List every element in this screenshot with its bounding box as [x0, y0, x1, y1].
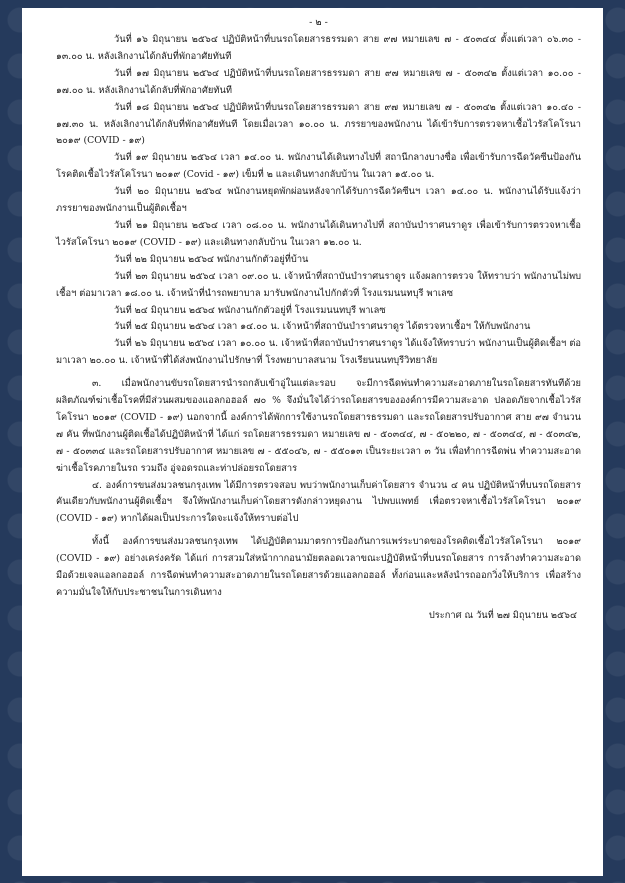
- paragraph-conclusion: ทั้งนี้ องค์การขนส่งมวลชนกรุงเทพ ได้ปฏิบัติตามมาตรการป้องกันการแพร่ระบาดของโรคติดเชื้อไวรัสโคโรนา ๒๐๑๙ (COVID - ๑๙) อย่างเคร่งครัด ได้แก่ การสวมใส่หน้ากากอนามัยตลอดเวลาขณะปฏิบัติหน้าที่บนรถโดยสาร การล้างทำความสะอาดมือด้วยเจลแอลกอฮอล์ การฉีดพ่นทำความสะอาดภายในรถโดยสารด้วยแอลกอฮอล์ ทั้งก่อนและหลังนำรถออกวิ่งให้บริการ เพื่อสร้างความมั่นใจให้กับประชาชนในการเดินทาง: [56, 536, 581, 598]
- paragraph-jun25: วันที่ ๒๕ มิถุนายน ๒๕๖๔ เวลา ๑๔.๐๐ น. เจ้าหน้าที่สถาบันบำราศนราดูร ได้ตรวจหาเชื้อฯ ให้กับพนักงาน: [114, 321, 531, 333]
- paragraph-item-3: ๓. เมื่อพนักงานขับรถโดยสารนำรถกลับเข้าอู่ในแต่ละรอบ จะมีการฉีดพ่นทำความสะอาดภายในรถโดยสารทันทีด้วยผลิตภัณฑ์ฆ่าเชื้อโรคที่มีส่วนผสมของแอลกอฮอล์ ๗๐ % จึงมั่นใจได้ว่ารถโดยสารขององค์การมีความสะอาด ปลอดภัยจากเชื้อไวรัสโคโรนา ๒๐๑๙ (COVID - ๑๙) นอกจากนี้ องค์การได้พักการใช้งานรถโดยสารธรรมดา และรถโดยสารปรับอากาศ สาย ๙๗ จำนวน ๗ คัน ที่พนักงานผู้ติดเชื้อได้ปฏิบัติหน้าที่ ได้แก่ รถโดยสารธรรมดา หมายเลข ๗ - ๕๐๓๔๔, ๗ - ๕๐๒๒๐, ๗ - ๕๐๓๔๔, ๗ - ๕๐๓๔๒, ๗ - ๕๐๓๓๔ และรถโดยสารปรับอากาศ หมายเลข ๗ - ๕๕๐๔๖, ๗ - ๕๕๐๑๓ เป็นระยะเวลา ๓ วัน เพื่อทำการฉีดพ่น ทำความสะอาดฆ่าเชื้อโรคภายในรถ รวมถึง อู่จอดรถและท่าปล่อยรถโดยสาร: [56, 378, 581, 474]
- paragraph-jun23: วันที่ ๒๓ มิถุนายน ๒๕๖๔ เวลา ๐๙.๐๐ น. เจ้าหน้าที่สถาบันบำราศนราดูร แจ้งผลการตรวจ ให้ทราบว่า พนักงานไม่พบเชื้อฯ ต่อมาเวลา ๑๘.๐๐ น. เจ้าหน้าที่นำรถพยาบาล มารับพนักงานไปกักตัวที่ โรงแรมนนทบุรี พาเลซ: [56, 270, 581, 299]
- paragraph-item-4: ๔. องค์การขนส่งมวลชนกรุงเทพ ได้มีการตรวจสอบ พบว่าพนักงานเก็บค่าโดยสาร จำนวน ๔ คน ปฏิบัติหน้าที่บนรถโดยสารคันเดียวกับพนักงานผู้ติดเชื้อฯ จึงให้พนักงานเก็บค่าโดยสารดังกล่าวหยุดงาน ไปพบแพทย์ เพื่อตรวจหาเชื้อไวรัสโคโรนา ๒๐๑๙ (COVID - ๑๙) หากได้ผลเป็นประการใดจะแจ้งให้ทราบต่อไป: [56, 479, 581, 525]
- paragraph-jun24: วันที่ ๒๔ มิถุนายน ๒๕๖๔ พนักงานกักตัวอยู่ที่ โรงแรมนนทบุรี พาเลซ: [114, 304, 386, 316]
- paragraph-jun20: วันที่ ๒๐ มิถุนายน ๒๕๖๔ พนักงานหยุดพักผ่อนหลังจากได้รับการฉีดวัคซีนฯ เวลา ๑๔.๐๐ น. พนักงานได้รับแจ้งว่า ภรรยาของพนักงานเป็นผู้ติดเชื้อฯ: [56, 186, 581, 215]
- paragraph-jun26: วันที่ ๒๖ มิถุนายน ๒๕๖๔ เวลา ๑๐.๐๐ น. เจ้าหน้าที่สถาบันบำราศนราดูร ได้แจ้งให้ทราบว่า พนักงานเป็นผู้ติดเชื้อฯ ต่อมาเวลา ๒๐.๐๐ น. เจ้าหน้าที่ได้ส่งพนักงานไปรักษาที่ โรงพยาบาลสนาม โรงเรียนนนทบุรีวิทยาลัย: [56, 338, 581, 367]
- document-page: [22, 8, 603, 876]
- paragraph-jun16: วันที่ ๑๖ มิถุนายน ๒๕๖๔ ปฏิบัติหน้าที่บนรถโดยสารธรรมดา สาย ๙๗ หมายเลข ๗ - ๕๐๓๔๔ ตั้งแต่เวลา ๐๖.๓๐ - ๑๓.๐๐ น. หลังเลิกงานได้กลับที่พักอาศัยทันที: [56, 34, 581, 62]
- paragraph-jun21: วันที่ ๒๑ มิถุนายน ๒๕๖๔ เวลา ๐๘.๐๐ น. พนักงานได้เดินทางไปที่ สถาบันบำราศนราดูร เพื่อเข้ารับการตรวจหาเชื้อไวรัสโคโรนา ๒๐๑๙ (COVID - ๑๙) และเดินทางกลับบ้าน ในเวลา ๑๒.๐๐ น.: [56, 219, 581, 248]
- announcement-date: ประกาศ ณ วันที่ ๒๗ มิถุนายน ๒๕๖๔: [428, 609, 577, 621]
- page-number: - ๒ -: [309, 17, 328, 28]
- paragraph-jun19: วันที่ ๑๙ มิถุนายน ๒๕๖๔ เวลา ๑๔.๐๐ น. พนักงานได้เดินทางไปที่ สถานีกลางบางซื่อ เพื่อเข้ารับการฉีดวัคซีนป้องกันโรคติดเชื้อไวรัสโคโรนา ๒๐๑๙ (Covid - ๑๙) เข็มที่ ๒ และเดินทางกลับบ้าน ในเวลา ๑๕.๐๐ น.: [56, 152, 581, 181]
- paragraph-jun22: วันที่ ๒๒ มิถุนายน ๒๕๖๔ พนักงานกักตัวอยู่ที่บ้าน: [114, 253, 309, 265]
- paragraph-jun17: วันที่ ๑๗ มิถุนายน ๒๕๖๔ ปฏิบัติหน้าที่บนรถโดยสารธรรมดา สาย ๙๗ หมายเลข ๗ - ๕๐๓๔๒ ตั้งแต่เวลา ๑๐.๐๐ - ๑๗.๐๐ น. หลังเลิกงานได้กลับที่พักอาศัยทันที: [56, 67, 581, 96]
- paragraph-jun18: วันที่ ๑๘ มิถุนายน ๒๕๖๔ ปฏิบัติหน้าที่บนรถโดยสารธรรมดา สาย ๙๗ หมายเลข ๗ - ๕๐๓๔๒ ตั้งแต่เวลา ๑๐.๔๐ - ๑๗.๓๐ น. หลังเลิกงานได้กลับที่พักอาศัยทันที โดยเมื่อเวลา ๑๐.๐๐ น. ภรรยาของพนักงาน ได้เข้ารับการตรวจหาเชื้อไวรัสโคโรนา ๒๐๑๙ (COVID - ๑๙): [56, 101, 581, 147]
